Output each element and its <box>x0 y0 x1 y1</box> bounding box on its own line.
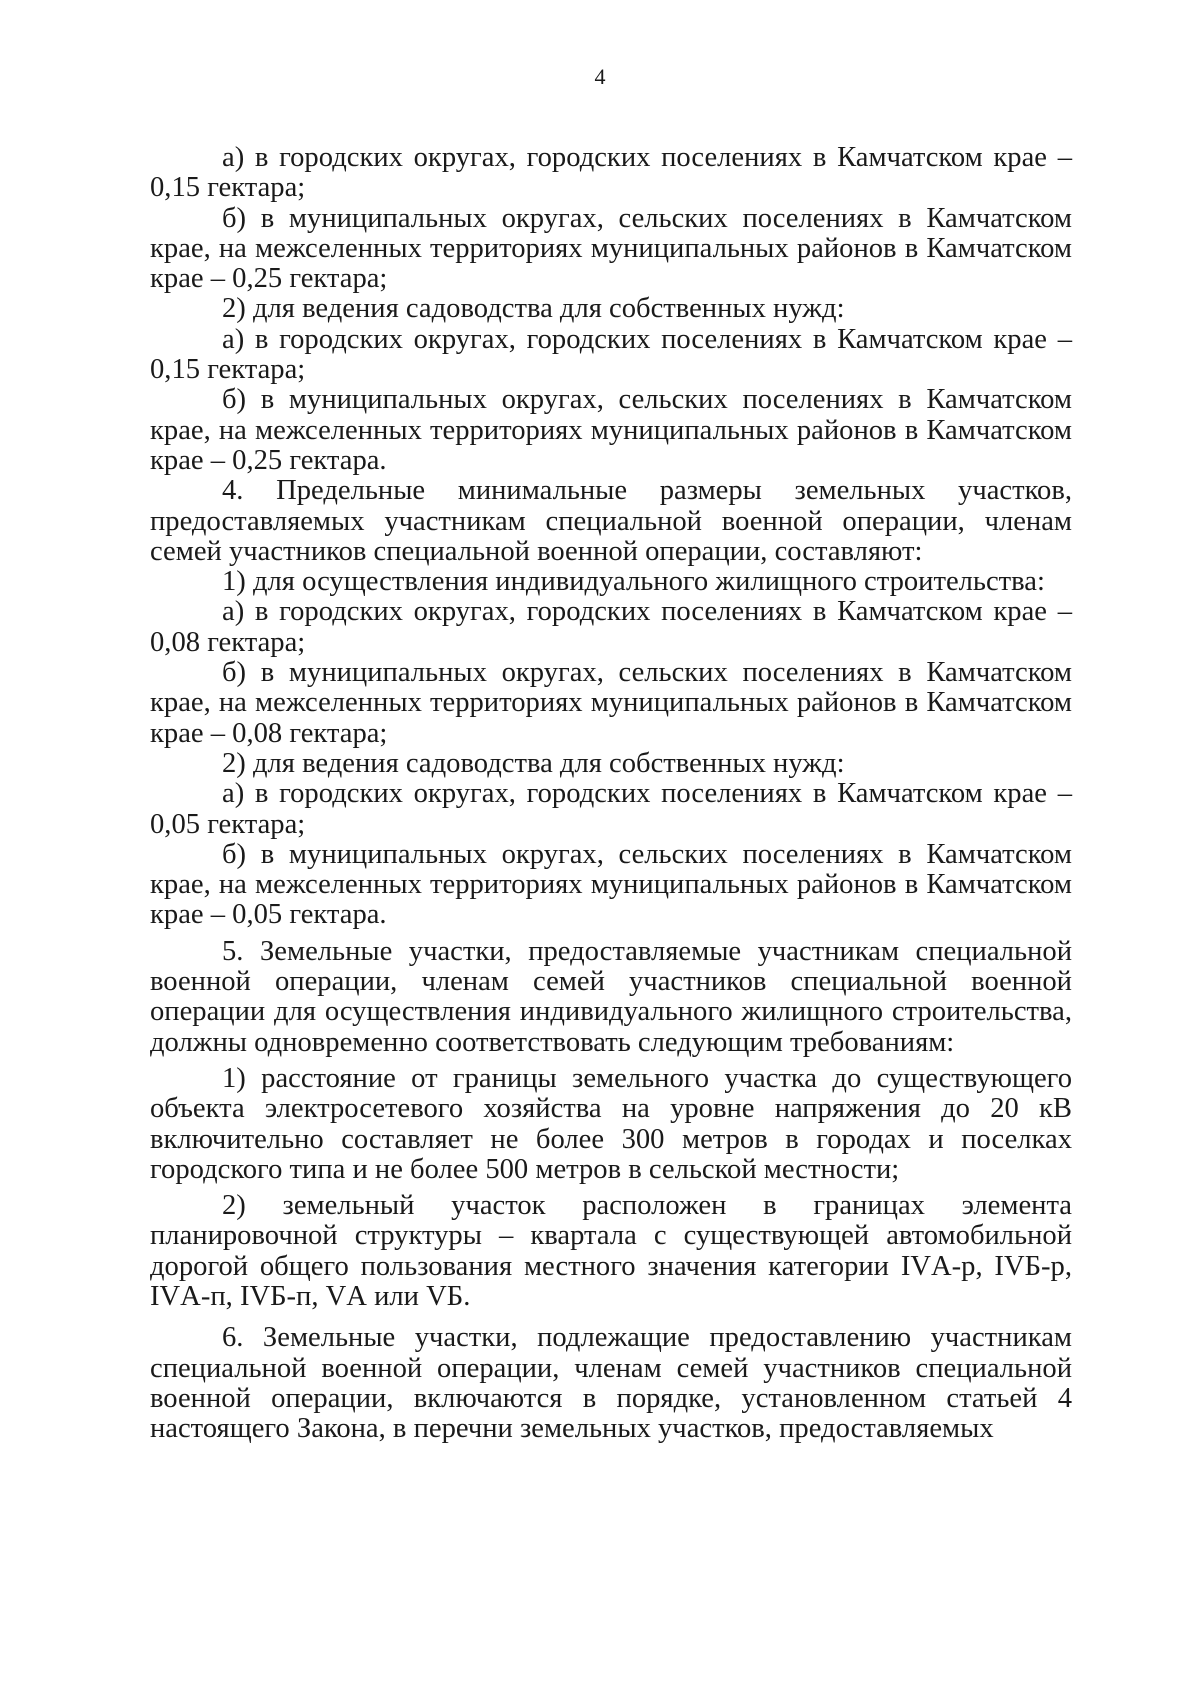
paragraph-4-1: 1) для осуществления индивидуального жилищного строительства: <box>222 566 1045 598</box>
paragraph-1b: б) в муниципальных округах, сельских поселениях в Камчатском крае, на межселенных территориях муниципальных районов в Камчатском крае – 0,25 гектара; <box>150 202 1072 295</box>
paragraph-2b: б) в муниципальных округах, сельских поселениях в Камчатском крае, на межселенных территориях муниципальных районов в Камчатском крае – 0,25 гектара. <box>150 384 1072 476</box>
paragraph-section-5: 5. Земельные участки, предоставляемые участникам специальной военной операции, членам семей участников специальной военной операции для осуществления индивидуального жилищного строительства, должны одновременно соответствовать следующим требованиям: <box>150 935 1072 1058</box>
paragraph-5-1: 1) расстояние от границы земельного участка до существующего объекта электросетевого хозяйства на уровне напряжения до 20 кВ включительно составляет не более 300 метров в городах и поселках городского типа и не более 500 метров в сельской местности; <box>150 1062 1072 1185</box>
document-body <box>150 143 1072 1444</box>
paragraph-5-2: 2) земельный участок расположен в границах элемента планировочной структуры – квартала с существующей автомобильной дорогой общего пользования местного значения категории IVА-р, IVБ-р, IVА-п, IVБ-п, VА или VБ. <box>150 1190 1072 1312</box>
paragraph-4-1b: б) в муниципальных округах, сельских поселениях в Камчатском крае, на межселенных территориях муниципальных районов в Камчатском крае – 0,08 гектара; <box>150 657 1072 749</box>
paragraph-2a: а) в городских округах, городских поселениях в Камчатском крае – 0,15 гектара; <box>150 323 1072 386</box>
paragraph-4-1a: а) в городских округах, городских поселениях в Камчатском крае – 0,08 гектара; <box>150 596 1072 658</box>
paragraph-4-2b: б) в муниципальных округах, сельских поселениях в Камчатском крае, на межселенных территориях муниципальных районов в Камчатском крае – 0,05 гектара. <box>150 838 1072 931</box>
paragraph-section-6: 6. Земельные участки, подлежащие предоставлению участникам специальной военной операции, членам семей участников специальной военной операции, включаются в порядке, установленном статьей 4 настоящего Закона, в перечни земельных участков, предоставляемых <box>150 1322 1072 1445</box>
paragraph-4-2a: а) в городских округах, городских поселениях в Камчатском крае – 0,05 гектара; <box>150 778 1072 840</box>
paragraph-section-4: 4. Предельные минимальные размеры земельных участков, предоставляемых участникам специальной военной операции, членам семей участников специальной военной операции, составляют: <box>150 475 1072 567</box>
paragraph-1a: а) в городских округах, городских поселениях в Камчатском крае – 0,15 гектара; <box>150 142 1072 204</box>
paragraph-2: 2) для ведения садоводства для собственных нужд: <box>222 293 845 325</box>
page-number: 4 <box>594 64 606 89</box>
paragraph-4-2: 2) для ведения садоводства для собственных нужд: <box>222 747 845 779</box>
